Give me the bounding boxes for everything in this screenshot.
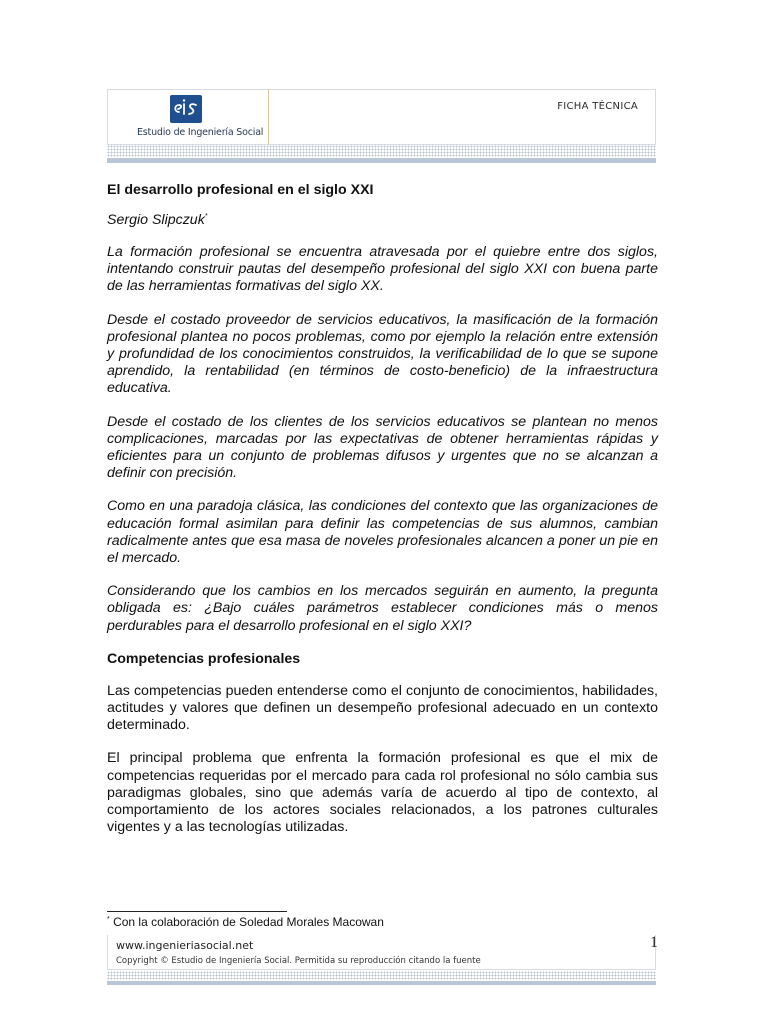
document-type-label: FICHA TÉCNICA: [557, 101, 638, 112]
header-divider: [268, 89, 269, 145]
intro-paragraph: Considerando que los cambios en los mercados seguirán en aumento, la pregunta obligada es: ¿Bajo cuáles parámetros establecer condiciones más o menos perdurables para el desarrollo profesional en el siglo XXI?: [107, 583, 658, 634]
eis-logo-icon: [170, 95, 202, 123]
body-paragraph: El principal problema que enfrenta la formación profesional es que el mix de competencias requeridas por el mercado para cada rol profesional no sólo cambia sus paradigmas globales, sino que además varía de acuerdo al tipo de contexto, al comportamiento de los actores sociales relacionados, a los patrones culturales vigentes y a las tecnologías utilizadas.: [107, 750, 658, 836]
article-body: [107, 182, 658, 852]
body-paragraph: Las competencias pueden entenderse como el conjunto de conocimientos, habilidades, actitudes y valores que definen un desempeño profesional adecuado en un contexto determinado.: [107, 682, 658, 734]
footnote-separator: [107, 911, 287, 912]
intro-paragraph: Desde el costado de los clientes de los servicios educativos se plantean no menos complicaciones, marcadas por las expectativas de obtener herramientas rápidas y eficientes para un conjunto de problemas difusos y urgentes que no se alcanzan a definir con precisión.: [107, 413, 658, 482]
header-rule: [107, 158, 656, 163]
footnote-mark: *: [107, 916, 110, 923]
article-author: [107, 212, 658, 228]
article-title: El desarrollo profesional en el siglo XXI: [107, 182, 374, 198]
page-number: 1: [650, 934, 658, 951]
footnote: [107, 915, 384, 929]
footer-rule: [107, 981, 656, 985]
website-link[interactable]: www.ingenieriasocial.net: [116, 939, 254, 952]
intro-paragraph: Como en una paradoja clásica, las condiciones del contexto que las organizaciones de educación formal asimilan para definir las competencias de sus alumnos, cambian radicalmente antes que esa masa de noveles profesionales alcancen a poner un pie en el mercado.: [107, 498, 658, 567]
intro-paragraph: Desde el costado proveedor de servicios educativos, la masificación de la formación profesional plantea no pocos problemas, como por ejemplo la relación entre extensión y profundidad de los conocimientos construidos, la verificabilidad de lo que se supone aprendido, la rentabilidad (en términos de costo-beneficio) de la infraestructura educativa.: [107, 311, 658, 397]
footnote-text: Con la colaboración de Soledad Morales Macowan: [113, 915, 384, 929]
author-name: Sergio Slipczuk: [107, 212, 205, 228]
footer-dotted-band: [107, 971, 656, 980]
logo-caption: Estudio de Ingeniería Social: [137, 127, 264, 138]
page-header: [107, 89, 656, 166]
copyright-notice: Copyright © Estudio de Ingeniería Social. Permitida su reproducción citando la fuente: [116, 956, 481, 966]
intro-paragraph: La formación profesional se encuentra atravesada por el quiebre entre dos siglos, intentando construir pautas del desempeño profesional del siglo XXI con buena parte de las herramientas formativas del siglo XX.: [107, 244, 658, 295]
section-heading: Competencias profesionales: [107, 650, 301, 667]
page-footer: [107, 935, 656, 991]
author-footnote-mark: *: [204, 213, 208, 220]
header-dotted-band: [107, 145, 656, 157]
